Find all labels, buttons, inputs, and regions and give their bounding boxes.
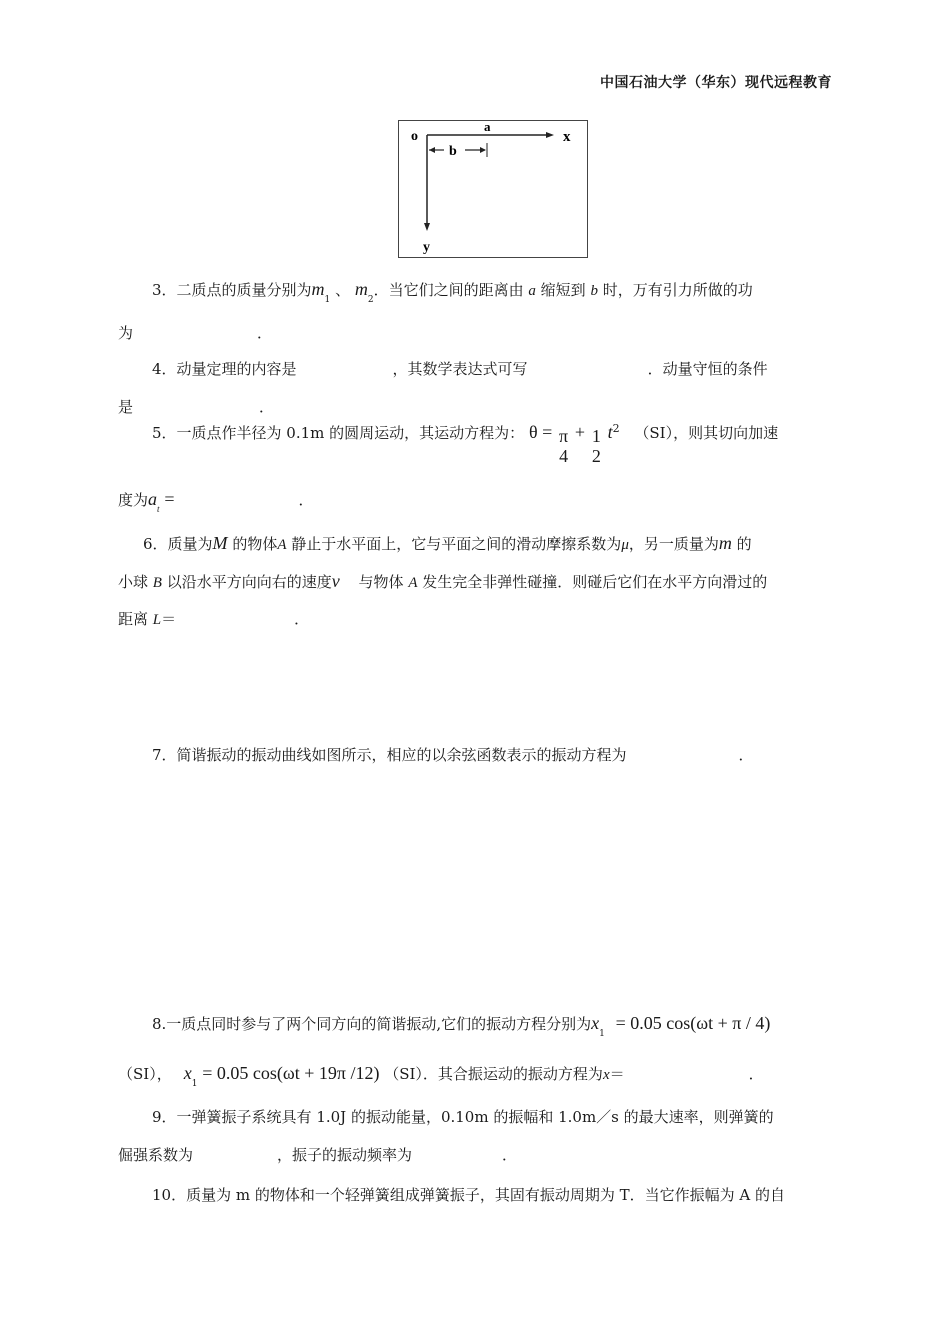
x-axis-arrow [546, 132, 554, 138]
question-6: 6．质量为M 的物体A 静止于水平面上，它与平面之间的滑动摩擦系数为μ，另一质量为m 的 [143, 533, 752, 553]
label-b: b [449, 144, 457, 159]
question-8: 8.一质点同时参与了两个同方向的简谐振动,它们的振动方程分别为$x_1 = 0.05$ cos(ωt + π / 4) [152, 1013, 771, 1039]
question-5-line2: 度为$a_t$ = ． [118, 489, 314, 514]
origin-label: o [411, 129, 418, 144]
axes-diagram [399, 121, 587, 257]
question-7: 7．简谐振动的振动曲线如图所示，相应的以余弦函数表示的振动方程为 ． [152, 746, 754, 764]
y-axis-label: y [423, 240, 430, 255]
x-axis-label: x [563, 129, 571, 145]
question-8-line2: （SI）， $x_1 = 0.05$ cos(ωt + 19π /12) （SI）．其合振运动的振动方程为x＝ ． [118, 1063, 764, 1089]
y-axis-arrow [424, 223, 430, 231]
question-10: 10．质量为 m 的物体和一个轻弹簧组成弹簧振子，其固有振动周期为 T．当它作振幅为 A 的自 [152, 1186, 785, 1204]
question-9: 9．一弹簧振子系统具有 1.0J 的振动能量，0.10m 的振幅和 1.0m／s 的最大速率，则弹簧的 [152, 1108, 774, 1126]
question-3: 3．二质点的质量分别为$m_1$ 、 $m_2$．当它们之间的距离由 a 缩短到 b 时，万有引力所做的功 [152, 279, 753, 305]
question-3-line2: 为 ． [118, 324, 273, 342]
one-half: 1 2 [591, 426, 601, 466]
label-a: a [484, 121, 491, 134]
page-header: 中国石油大学（华东）现代远程教育 [600, 75, 832, 91]
question-6-line2: 小球 B 以沿水平方向向右的速度v⃗ 与物体 A 发生完全非弹性碰撞．则碰后它们在水平方向滑过的 [118, 571, 768, 591]
question-9-line2: 倔强系数为 ，振子的振动频率为 ． [118, 1146, 518, 1164]
coordinate-figure [398, 120, 588, 258]
question-6-line3: 距离 L＝ ． [118, 610, 310, 628]
question-5: 5．一质点作半径为 0.1m 的圆周运动，其运动方程为： θ = π 4 + 1 2 $t^2$ （SI），则其切向加速 [152, 422, 779, 466]
question-4-line2: 是 ． [118, 398, 275, 416]
question-4: 4．动量定理的内容是 ，其数学表达式可写 ．动量守恒的条件 [152, 360, 768, 378]
pi-over-4: π 4 [559, 426, 569, 466]
